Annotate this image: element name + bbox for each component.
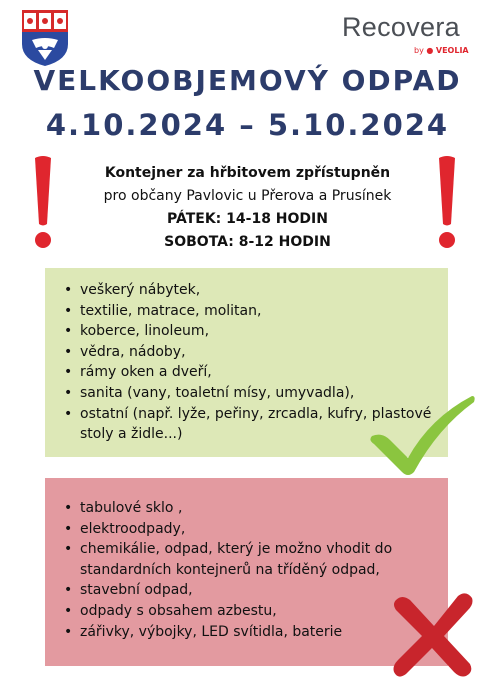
logo-byline <box>414 46 469 55</box>
list-item: • veškerý nábytek, <box>60 280 440 301</box>
list-item: • sanita (vany, toaletní mísy, umyvadla), <box>60 383 440 404</box>
friday-hours: PÁTEK: 14-18 HODIN <box>167 211 328 227</box>
saturday-hours: SOBOTA: 8-12 HODIN <box>164 234 331 250</box>
list-item: • odpady s obsahem azbestu, <box>60 601 440 622</box>
list-item: • ostatní (např. lyže, peřiny, zrcadla, kufry, plastové stoly a židle...) <box>60 404 440 445</box>
container-location: Kontejner za hřbitovem zpřístupněn <box>104 165 391 181</box>
list-item: • textilie, matrace, molitan, <box>60 301 440 322</box>
list-item: • stavební odpad, <box>60 580 440 601</box>
info-block <box>70 162 425 254</box>
target-residents: pro občany Pavlovic u Přerova a Prusínek <box>103 188 392 204</box>
list-item: • zářivky, výbojky, LED svítidla, baterie <box>60 622 440 643</box>
logo-partner: VEOLIA <box>435 46 469 55</box>
list-item: • koberce, linoleum, <box>60 321 440 342</box>
exclamation-icon <box>436 154 458 250</box>
list-item: • elektroodpady, <box>60 519 440 540</box>
recovera-logo <box>342 12 472 55</box>
cross-icon <box>388 590 478 680</box>
veolia-icon: ● <box>426 46 434 55</box>
list-item: • chemikálie, odpad, který je možno vhodit do standardních kontejnerů na tříděný odpad, <box>60 539 440 580</box>
list-item: • vědra, nádoby, <box>60 342 440 363</box>
logo-by: by <box>414 46 424 55</box>
date-range: 4.10.2024 – 5.10.2024 <box>45 108 450 142</box>
checkmark-icon <box>368 388 478 478</box>
page-title: VELKOOBJEMOVÝ ODPAD <box>33 64 462 97</box>
list-item: • rámy oken a dveří, <box>60 362 440 383</box>
rejected-items-list <box>60 498 440 642</box>
municipal-crest-icon <box>20 8 70 68</box>
list-item: • tabulové sklo , <box>60 498 440 519</box>
exclamation-icon <box>32 154 54 250</box>
logo-brand: Recovera <box>342 12 460 42</box>
